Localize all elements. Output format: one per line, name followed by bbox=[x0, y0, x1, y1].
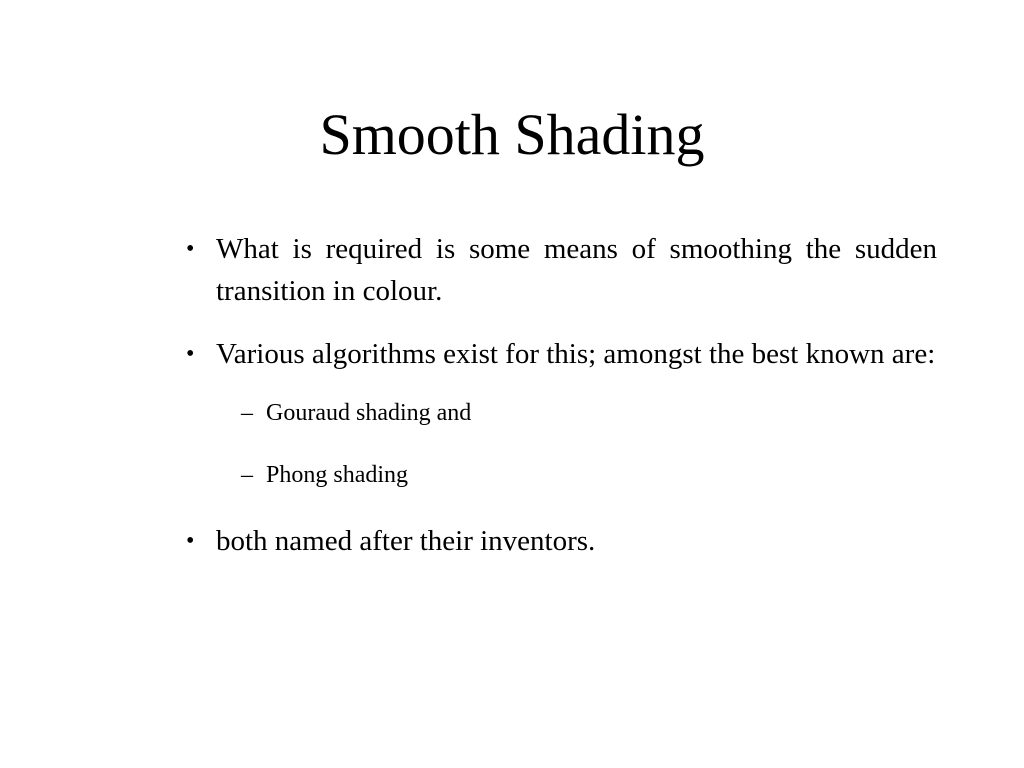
bullet-text: What is required is some means of smoothing the sudden transition in colour. bbox=[216, 233, 937, 307]
bullet-text: Various algorithms exist for this; amongst the best known are: bbox=[216, 338, 936, 370]
sub-bullet-item bbox=[241, 458, 937, 492]
sub-bullet-text: Phong shading bbox=[266, 462, 409, 488]
bullet-marker: • bbox=[186, 236, 195, 262]
sub-bullet-marker: – bbox=[241, 462, 253, 488]
bullet-item bbox=[186, 228, 937, 312]
bullet-text: both named after their inventors. bbox=[216, 525, 596, 557]
sub-bullet-item bbox=[241, 396, 937, 430]
bullet-item bbox=[186, 520, 937, 562]
slide-title: Smooth Shading bbox=[319, 102, 705, 167]
bullet-marker: • bbox=[186, 341, 195, 367]
slide-body bbox=[186, 228, 937, 583]
sub-bullet-text: Gouraud shading and bbox=[266, 400, 472, 426]
sub-bullet-marker: – bbox=[241, 400, 253, 426]
bullet-item bbox=[186, 333, 937, 375]
bullet-marker: • bbox=[186, 528, 195, 554]
